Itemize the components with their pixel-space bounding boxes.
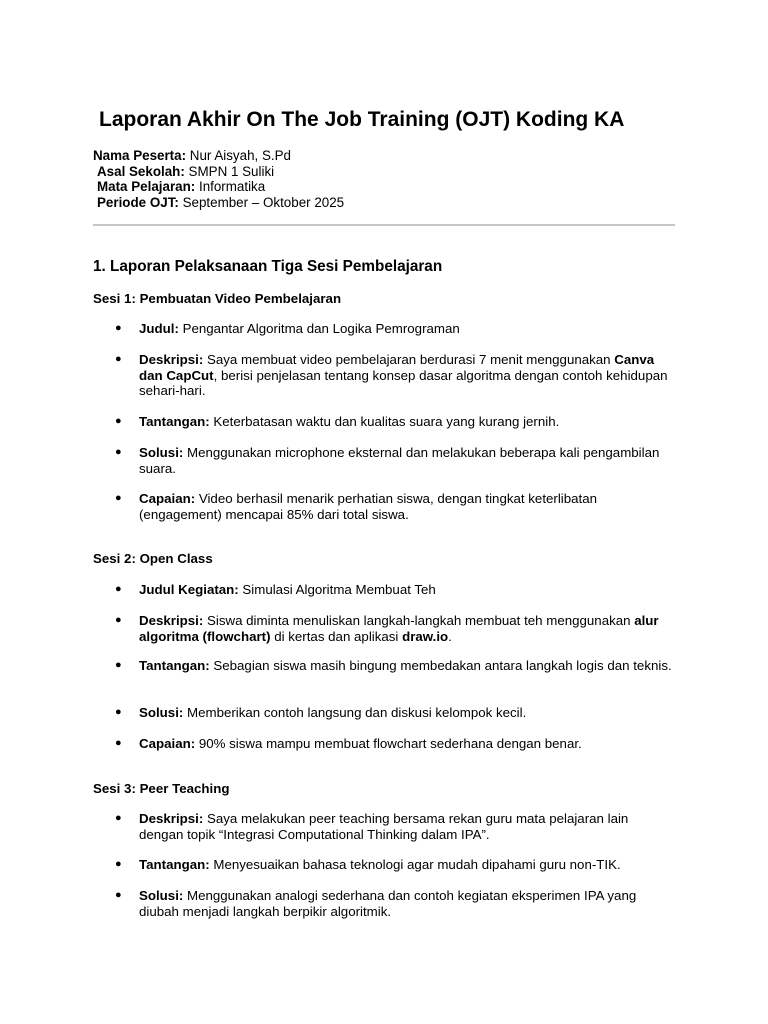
horizontal-divider [93,224,675,226]
meta-mapel-value: Informatika [195,179,266,194]
list-item-text [139,888,675,919]
list-item-text [139,582,675,598]
bullet-icon: ● [115,812,122,824]
list-item-text [139,491,675,522]
bullet-icon: ● [115,446,122,458]
item-label: Capaian: [139,736,196,751]
list-item-text [139,658,675,674]
item-value: 90% siswa mampu membuat flowchart sederhana dengan benar. [195,736,582,751]
bullet-icon: ● [115,322,122,334]
item-bold-text: Canva dan CapCut [139,352,655,383]
list-item-text [139,414,675,430]
item-value: . [448,628,452,644]
item-label: Judul Kegiatan: [139,582,239,597]
bullet-icon: ● [115,737,122,749]
item-value: Siswa diminta menuliskan langkah-langkah membuat teh menggunakan [203,613,635,628]
meta-sekolah-label: Asal Sekolah: [97,163,185,179]
meta-peserta-label: Nama Peserta: [93,148,187,163]
bullet-icon: ● [115,614,122,626]
item-value: Menggunakan analogi sederhana dan contoh kegiatan eksperimen IPA yang diubah menjadi langkah berpikir algoritmik. [139,888,637,919]
list-item-text [139,811,675,842]
item-bold-text: draw.io [402,628,449,644]
item-value: , berisi penjelasan tentang konsep dasar algoritma dengan contoh kehidupan sehari-hari. [139,367,668,398]
bullet-icon: ● [115,415,122,427]
item-value: Menyesuaikan bahasa teknologi agar mudah dipahami guru non-TIK. [209,857,621,872]
item-value: di kertas dan aplikasi [270,628,403,644]
item-value: Saya membuat video pembelajaran berdurasi 7 menit menggunakan [203,352,615,367]
bullet-icon: ● [115,583,122,595]
list-item-text [139,445,675,476]
item-label: Solusi: [139,705,184,720]
item-value: Video berhasil menarik perhatian siswa, dengan tingkat keterlibatan (engagement) mencapai 85% dari total siswa. [139,491,598,522]
item-label: Deskripsi: [139,613,204,628]
section-heading: 1. Laporan Pelaksanaan Tiga Sesi Pembelajaran [93,258,443,275]
participant-info [93,148,344,210]
list-item-text [139,613,675,644]
meta-sekolah [93,164,344,180]
bullet-icon: ● [115,706,122,718]
item-label: Solusi: [139,445,184,460]
list-item-text [139,736,675,752]
item-value: Pengantar Algoritma dan Logika Pemrograman [178,321,460,336]
item-label: Deskripsi: [139,352,204,367]
meta-periode [93,195,344,211]
item-value: Memberikan contoh langsung dan diskusi kelompok kecil. [183,705,527,720]
item-label: Solusi: [139,888,184,903]
bullet-icon: ● [115,659,122,671]
sesi2-title: Sesi 2: Open Class [93,551,213,566]
list-item-text [139,857,675,873]
list-item-text [139,705,675,721]
bullet-icon: ● [115,353,122,365]
bullet-icon: ● [115,858,122,870]
meta-peserta [93,148,344,164]
meta-sekolah-value: SMPN 1 Suliki [184,163,275,179]
meta-peserta-value: Nur Aisyah, S.Pd [186,148,291,163]
item-label: Tantangan: [139,658,210,673]
item-value: Simulasi Algoritma Membuat Teh [238,582,436,597]
bullet-icon: ● [115,889,122,901]
item-label: Capaian: [139,491,196,506]
item-label: Tantangan: [139,414,210,429]
item-value: Sebagian siswa masih bingung membedakan antara langkah logis dan teknis. [209,658,672,673]
document-title: Laporan Akhir On The Job Training (OJT) Koding KA [99,108,625,131]
meta-mapel-label: Mata Pelajaran: [97,179,196,194]
item-value: Saya melakukan peer teaching bersama rekan guru mata pelajaran lain dengan topik “Integrasi Computational Thinking dalam IPA”. [139,811,629,842]
sesi3-title: Sesi 3: Peer Teaching [93,781,230,796]
item-value: Keterbatasan waktu dan kualitas suara yang kurang jernih. [209,414,560,429]
item-bold-text: alur algoritma (flowchart) [139,613,659,644]
list-item-text [139,321,675,337]
item-value: Menggunakan microphone eksternal dan melakukan beberapa kali pengambilan suara. [139,445,660,476]
meta-periode-label: Periode OJT: [97,194,179,210]
item-label: Deskripsi: [139,811,204,826]
meta-mapel [93,179,344,195]
meta-periode-value: September – Oktober 2025 [178,194,345,210]
list-item-text [139,352,675,399]
item-label: Judul: [139,321,179,336]
sesi1-title: Sesi 1: Pembuatan Video Pembelajaran [93,291,342,306]
bullet-icon: ● [115,492,122,504]
item-label: Tantangan: [139,857,210,872]
